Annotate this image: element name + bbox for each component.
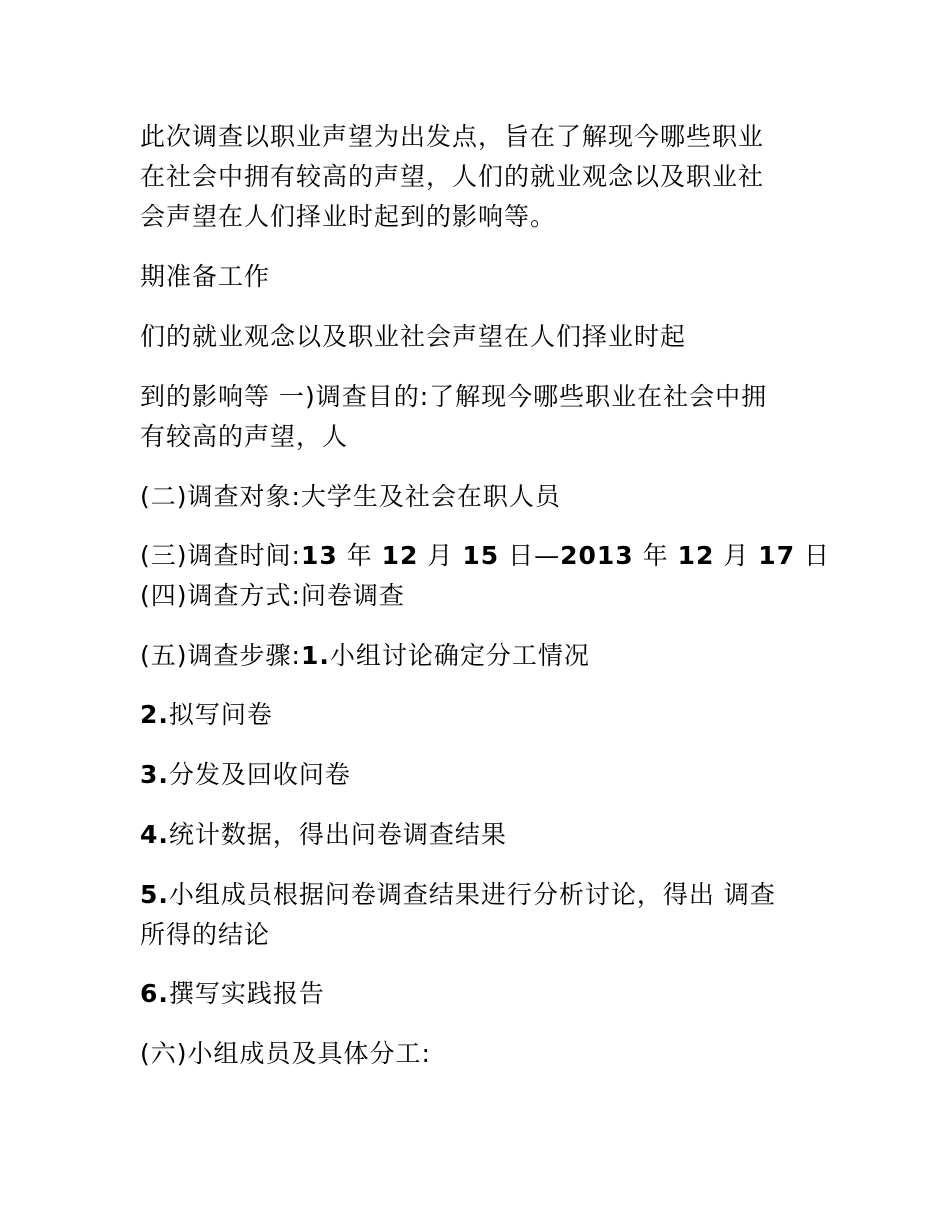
step-item-continuation: 所得的结论 <box>140 920 271 949</box>
step-number: 6. <box>140 979 169 1008</box>
step-text: 分发及回收问卷 <box>168 760 351 789</box>
step-text: 统计数据，得出问卷调查结果 <box>168 820 507 849</box>
step-item <box>140 974 325 1014</box>
time-line <box>140 536 830 576</box>
intro-line-3: 会声望在人们择业时起到的影响等。 <box>140 202 557 231</box>
purpose-line-1: 到的影响等 一)调查目的:了解现今哪些职业在社会中拥 <box>140 382 768 411</box>
time-day-2: 17 <box>758 541 796 570</box>
step-number: 3. <box>140 760 169 789</box>
steps-intro-line <box>140 636 590 676</box>
time-ri-2: 日 <box>795 541 831 570</box>
time-yue-1: 月 <box>418 541 463 570</box>
step-number: 1. <box>300 641 330 670</box>
intro-line-2: 在社会中拥有较高的声望，人们的就业观念以及职业社 <box>140 162 765 191</box>
purpose-line-2: 有较高的声望，人 <box>140 422 349 451</box>
step-item <box>140 815 507 855</box>
step-item <box>140 875 776 915</box>
method-line: (四)调查方式:问卷调查 <box>140 581 405 610</box>
time-year-1: 13 <box>300 541 338 570</box>
step-number: 5. <box>140 880 169 909</box>
step-item <box>140 695 273 735</box>
intro-line-1: 此次调查以职业声望为出发点，旨在了解现今哪些职业 <box>140 122 765 151</box>
time-month-1: 12 <box>381 541 419 570</box>
step-number: 2. <box>140 700 169 729</box>
time-nian-2: 年 <box>633 541 678 570</box>
time-prefix: (三)调查时间: <box>140 541 301 570</box>
steps-prefix: (五)调查步骤: <box>140 641 301 670</box>
time-day-1: 15 <box>462 541 500 570</box>
step-item <box>140 755 351 795</box>
step-number: 4. <box>140 820 169 849</box>
time-year-2: 2013 <box>560 541 634 570</box>
fragment-line: 们的就业观念以及职业社会声望在人们择业时起 <box>140 322 687 351</box>
step-text: 拟写问卷 <box>168 700 273 729</box>
subject-line: (二)调查对象:大学生及社会在职人员 <box>140 482 561 511</box>
time-yue-2: 月 <box>714 541 759 570</box>
time-nian-1: 年 <box>337 541 382 570</box>
step-text: 小组讨论确定分工情况 <box>329 641 590 670</box>
time-month-2: 12 <box>677 541 715 570</box>
members-line: (六)小组成员及具体分工: <box>140 1039 431 1068</box>
step-text: 小组成员根据问卷调查结果进行分析讨论，得出 调查 <box>168 880 776 909</box>
time-ri-1: 日— <box>499 541 561 570</box>
step-text: 撰写实践报告 <box>168 979 325 1008</box>
prep-heading: 期准备工作 <box>140 262 271 291</box>
